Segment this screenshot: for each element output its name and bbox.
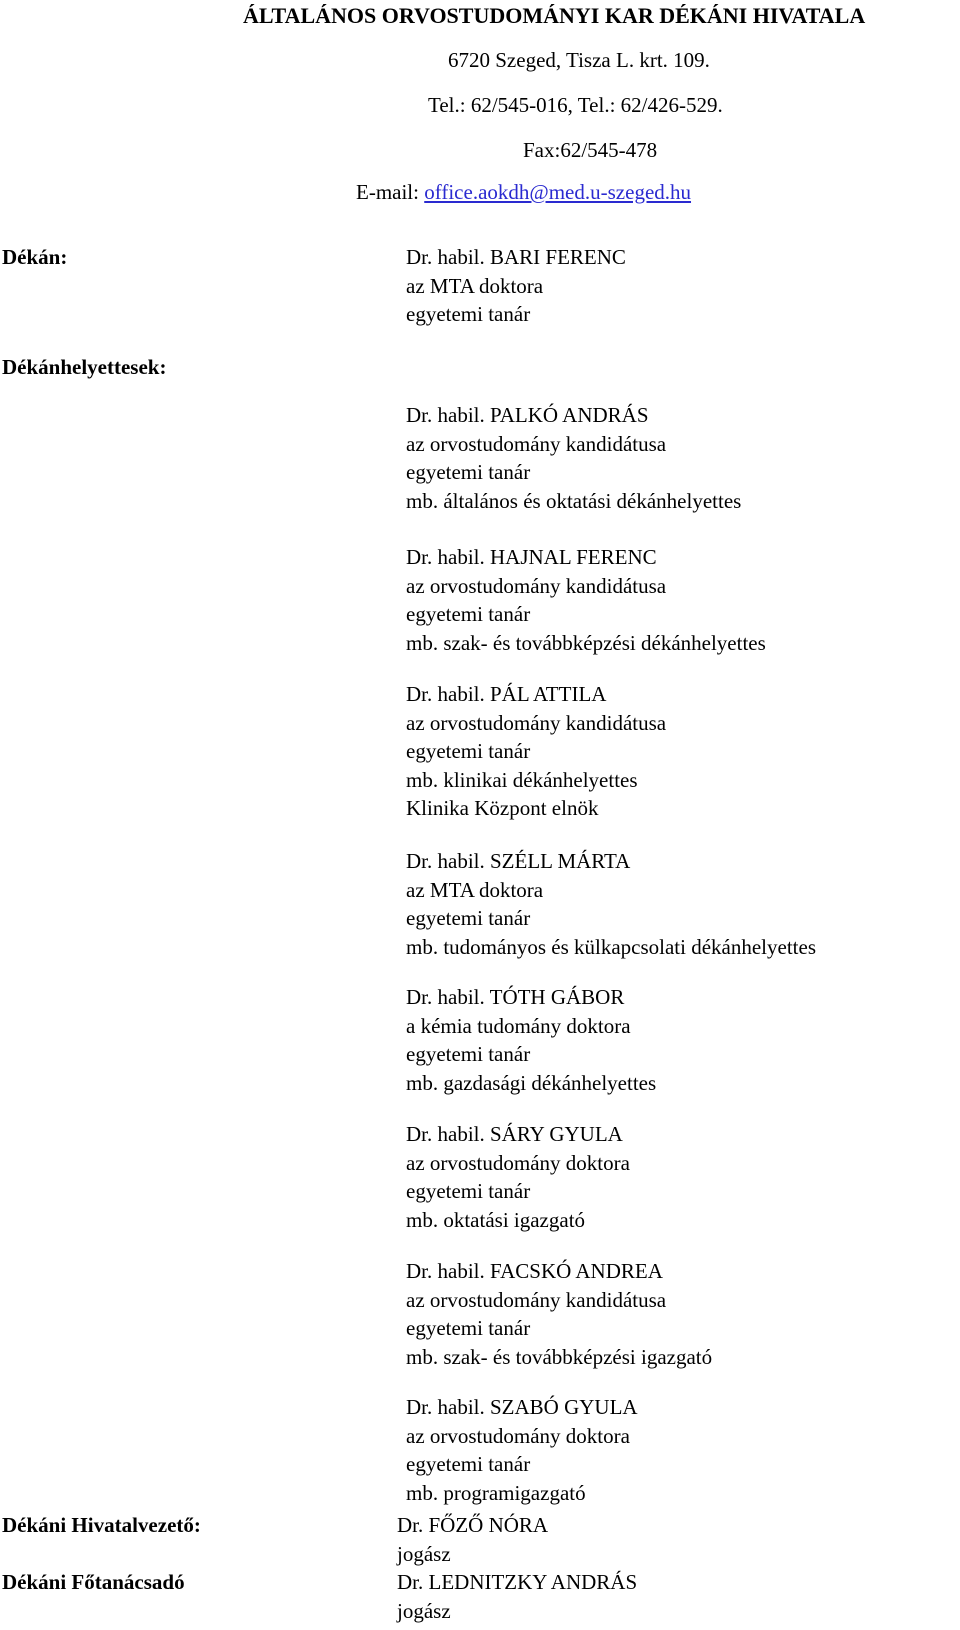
vice-dean-entry [406,680,666,823]
person-name: Dr. habil. SZABÓ GYULA [406,1395,638,1419]
person-title: egyetemi tanár [406,1316,531,1340]
person-title: egyetemi tanár [406,906,531,930]
person-title: egyetemi tanár [406,602,531,626]
vice-dean-entry [406,1257,712,1371]
person-role: mb. oktatási igazgató [406,1207,586,1232]
person-title: jogász [397,1541,451,1566]
person-title: egyetemi tanár [406,460,531,484]
email-label: E-mail: [356,180,425,204]
person-role: mb. tudományos és külkapcsolati dékánhelyettes [406,934,816,959]
person-title: az orvostudomány kandidátusa [406,710,667,735]
person-title: az orvostudomány kandidátusa [406,573,667,598]
person-role: mb. programigazgató [406,1480,586,1505]
person-title: az orvostudomány kandidátusa [406,1287,667,1312]
person-title: jogász [397,1598,451,1623]
vice-dean-entry [406,1393,638,1507]
person-title: az orvostudomány doktora [406,1423,630,1448]
person-title: az orvostudomány kandidátusa [406,431,667,456]
dean-entry [406,243,626,329]
person-role: mb. gazdasági dékánhelyettes [406,1070,657,1095]
person-title: az orvostudomány doktora [406,1150,630,1175]
label-dean: Dékán: [2,245,68,269]
vice-dean-entry [406,401,741,515]
person-name: Dr. habil. BARI FERENC [406,245,626,269]
email-line [356,178,691,206]
person-title: az MTA doktora [406,877,544,902]
person-name: Dr. habil. TÓTH GÁBOR [406,985,625,1009]
vice-dean-entry [406,543,766,657]
office-head-entry [397,1511,548,1568]
document-title: ÁLTALÁNOS ORVOSTUDOMÁNYI KAR DÉKÁNI HIVATALA [243,3,866,28]
phone-line: Tel.: 62/545-016, Tel.: 62/426-529. [428,93,723,117]
email-link[interactable]: office.aokdh@med.u-szeged.hu [424,180,692,204]
vice-dean-entry [406,847,816,961]
person-name: Dr. FŐZŐ NÓRA [397,1513,549,1537]
person-name: Dr. habil. PÁL ATTILA [406,682,607,706]
person-title: a kémia tudomány doktora [406,1013,631,1038]
person-name: Dr. LEDNITZKY ANDRÁS [397,1570,638,1594]
person-title: egyetemi tanár [406,1452,531,1476]
chief-advisor-entry [397,1568,637,1625]
person-name: Dr. habil. PALKÓ ANDRÁS [406,403,649,427]
person-title: egyetemi tanár [406,1179,531,1203]
person-title: egyetemi tanár [406,739,531,763]
person-title: egyetemi tanár [406,1042,531,1066]
person-role: mb. szak- és továbbképzési dékánhelyettes [406,630,766,655]
person-role: mb. klinikai dékánhelyettes [406,767,638,792]
person-name: Dr. habil. SÁRY GYULA [406,1122,623,1146]
fax-line: Fax:62/545-478 [523,138,658,162]
label-office-head: Dékáni Hivatalvezető: [2,1513,201,1537]
vice-dean-entry [406,983,656,1097]
label-chief-advisor: Dékáni Főtanácsadó [2,1570,185,1594]
person-title: az MTA doktora [406,273,544,298]
person-role: mb. szak- és továbbképzési igazgató [406,1344,713,1369]
address-line: 6720 Szeged, Tisza L. krt. 109. [448,48,710,72]
person-name: Dr. habil. FACSKÓ ANDREA [406,1259,663,1283]
vice-dean-entry [406,1120,630,1234]
label-vice-deans: Dékánhelyettesek: [2,355,167,379]
person-role: mb. általános és oktatási dékánhelyettes [406,488,742,513]
person-role: Klinika Központ elnök [406,796,599,820]
person-name: Dr. habil. SZÉLL MÁRTA [406,849,631,873]
person-name: Dr. habil. HAJNAL FERENC [406,545,657,569]
person-title: egyetemi tanár [406,302,531,326]
